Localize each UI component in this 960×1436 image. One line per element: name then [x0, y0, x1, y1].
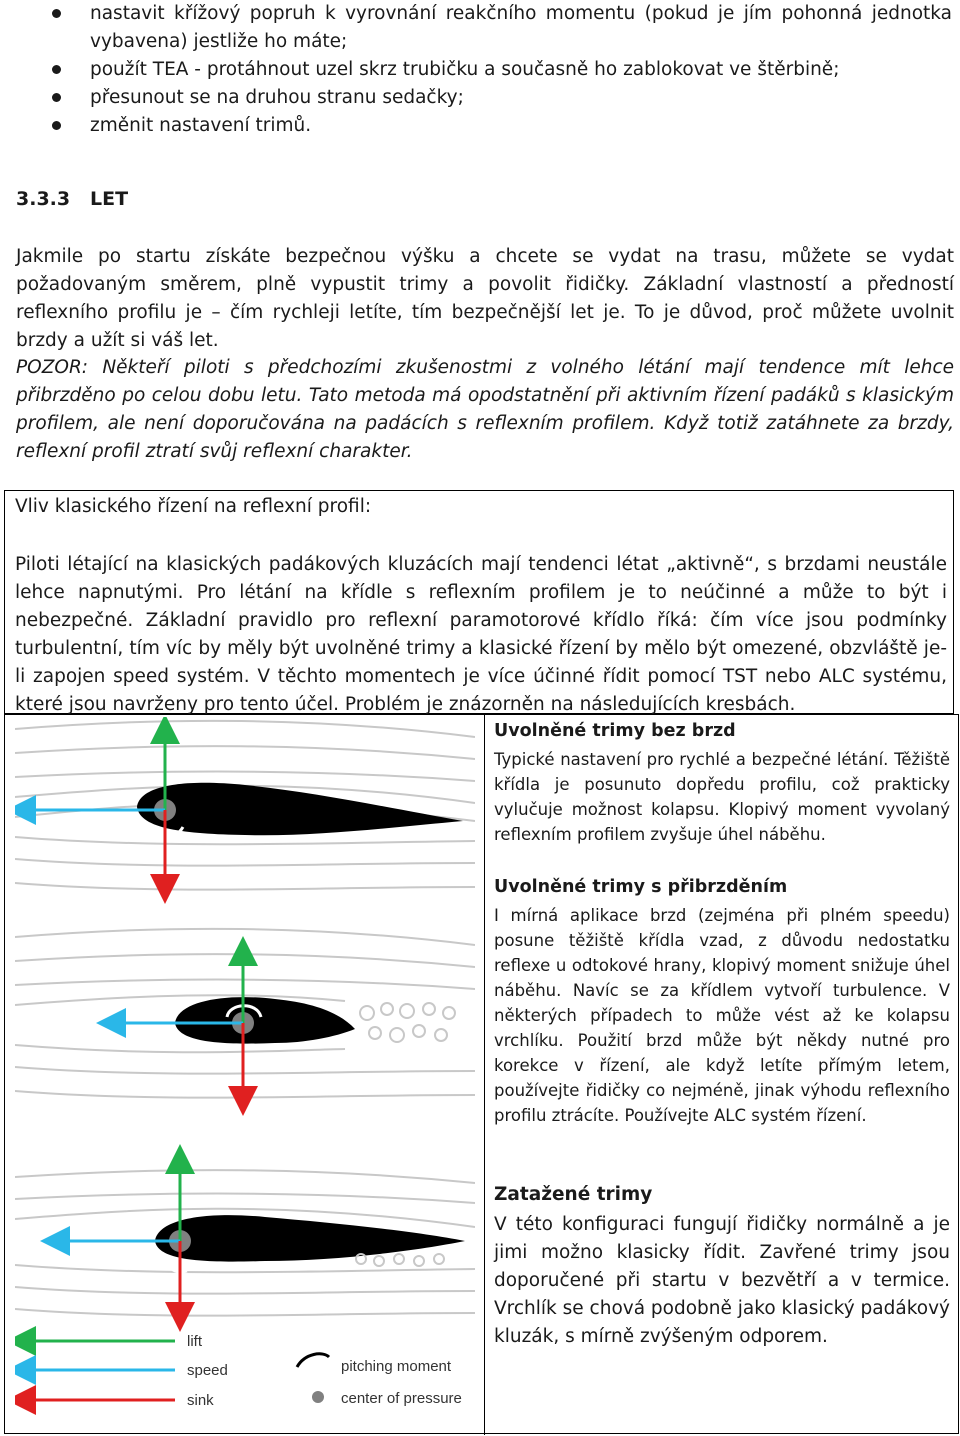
- legend-center-label: center of pressure: [341, 1390, 462, 1407]
- figure-legend: [21, 1333, 462, 1409]
- row-text: Typické nastavení pro rychlé a bezpečné létání. Těžiště křídla je posunuto dopředu profilu, což prakticky vylučuje možnost kolapsu. Klopivý moment vyvolaný reflexním profilem zvyšuje úhel náběhu.: [494, 750, 950, 844]
- row-description-1: [494, 719, 950, 847]
- bullet-item: použít TEA - protáhnout uzel skrz trubičku a současně ho zablokovat ve štěrbině;: [0, 56, 960, 84]
- paragraph-flight: Jakmile po startu získáte bezpečnou výšku a chcete se vydat na trasu, můžete se vydat požadovaným směrem, plně vypustit trimy a povolit řidičky. Základní vlastností a předností reflexního profilu je – čím rychleji letíte, tím bezpečnější let je. To je důvod, proč můžete uvolnit brzdy a užít si váš let.: [16, 246, 954, 351]
- turbulence-icon: [360, 1003, 455, 1042]
- row-text: I mírná aplikace brzd (zejména při plném speedu) posune těžiště křídla vzad, z důvodu nedostatku reflexe u odtokové hrany, klopivý moment snižuje úhel náběhu. Navíc se za křídlem vytvoří turbulence. V některých případech to může vést až ke kolapsu vrchlíku. Použití brzd může být někdy nutné pro korekce v řízení, ale když letíte přímým letem, používejte řidičky co nejméně, jinak výhodu reflexního profilu ztrácíte. Používejte ALC systém řízení.: [494, 906, 950, 1125]
- row-title: Zatažené trimy: [494, 1184, 653, 1205]
- info-box: [4, 490, 954, 714]
- illustration-table: [4, 714, 959, 1434]
- airfoil-panel-2: [15, 929, 475, 1101]
- legend-pitching-moment-icon: [297, 1354, 329, 1367]
- wing-profile: [155, 1215, 465, 1262]
- legend-center-icon: [312, 1391, 324, 1403]
- legend-lift-label: lift: [187, 1333, 202, 1350]
- wing-profile: [175, 997, 355, 1044]
- legend-sink-label: sink: [187, 1392, 214, 1409]
- turbulence-icon: [356, 1254, 444, 1266]
- section-heading: [16, 188, 128, 210]
- legend-pitching-moment-label: pitching moment: [341, 1358, 452, 1375]
- row-description-3: [494, 1183, 950, 1351]
- legend-speed-label: speed: [187, 1362, 228, 1379]
- airfoil-panel-3: [15, 1159, 475, 1317]
- bullet-item: přesunout se na druhou stranu sedačky;: [0, 84, 960, 112]
- section-title: LET: [90, 188, 129, 210]
- row-title: Uvolněné trimy s přibrzděním: [494, 877, 788, 897]
- row-title: Uvolněné trimy bez brzd: [494, 721, 736, 741]
- paragraph-warning: POZOR: Někteří piloti s předchozími zkušenostmi z volného létání mají tendence mít lehce přibrzděno po celou dobu letu. Tato metoda má opodstatnění při aktivním řízení padáků s klasickým profilem, ale není doporučována na padácích s reflexním profilem. Když totiž zatáhnete za brzdy, reflexní profil ztratí svůj reflexní charakter.: [16, 357, 954, 462]
- info-box-title: Vliv klasického řízení na reflexní profil:: [15, 496, 372, 517]
- bullet-list: [0, 0, 960, 140]
- bullet-item: nastavit křížový popruh k vyrovnání reakčního momentu (pokud je jím pohonná jednotka vybavena) jestliže ho máte;: [0, 0, 960, 56]
- bullet-item: změnit nastavení trimů.: [0, 112, 960, 140]
- info-box-body: Piloti létající na klasických padákových kluzácích mají tendenci létat „aktivně“, s brzdami neustále lehce napnutými. Pro létání na křídle s reflexním profilem je to neúčinné a může to být i nebezpečné. Základní pravidlo pro reflexní paramotorové křídlo říká: čím více jsou podmínky turbulentní, tím víc by měly být uvolněné trimy a klasické řízení by mělo být omezené, obzvláště je-li zapojen speed systém. V těchto momentech je více účinné řídit pomocí TST nebo ALC systému, které jsou navrženy pro tento účel. Problém je znázorněn na následujících kresbách.: [15, 554, 947, 715]
- row-description-2: [494, 875, 950, 1128]
- table-divider: [484, 715, 485, 1435]
- airfoil-panel-1: [15, 721, 475, 890]
- wing-profile: [137, 783, 463, 835]
- section-number: 3.3.3: [16, 188, 71, 210]
- airfoil-figure: [15, 717, 475, 1433]
- row-text: V této konfiguraci fungují řidičky normálně a je jimi možno klasicky řídit. Zavřené trimy jsou doporučené při startu v bezvětří a v termice. Vrchlík se chová podobně jako klasický padákový kluzák, s mírně zvýšeným odporem.: [494, 1214, 950, 1347]
